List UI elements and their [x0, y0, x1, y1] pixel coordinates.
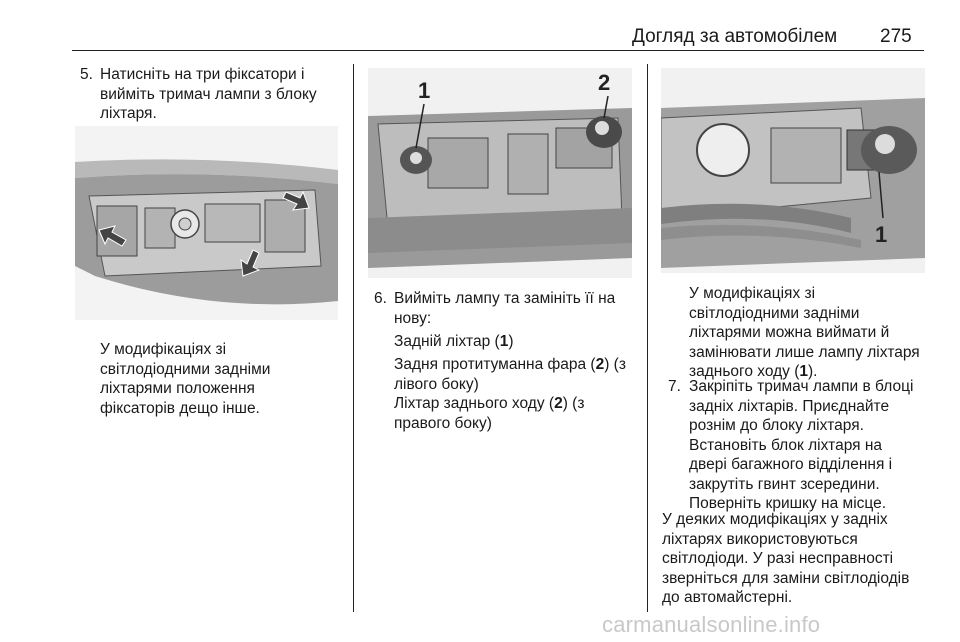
text-line: задніх ліхтарів. Приєднайте [689, 397, 890, 415]
figure-lamp-holder-clips [75, 126, 338, 320]
step-7-number: 7. [668, 378, 681, 395]
item-reverse-lamp: Ліхтар заднього ходу (2) (з правого боку) [394, 395, 585, 432]
text-line: У модифікаціях зі [689, 285, 816, 302]
text-line: Закріпіть тримач лампи в блоці [689, 378, 914, 395]
text-line: Вийміть лампу та замініть її на [394, 290, 616, 307]
led-service-note [662, 510, 909, 608]
figure-led-reverse-bulb [661, 68, 925, 273]
text-line: Натисніть на три фіксатори і [100, 66, 305, 83]
text-line: вийміть тримач лампи з блоку [100, 85, 317, 103]
led-note-col1 [100, 340, 270, 418]
text-line: нову: [394, 309, 432, 327]
text-line: двері багажного відділення і [689, 456, 893, 473]
ref-1: 1 [799, 363, 809, 380]
page-number: 275 [880, 26, 912, 47]
callout-1: 1 [875, 222, 888, 247]
text-line: рознім до блоку ліхтаря. [689, 417, 864, 434]
text-line: У деяких модифікаціях у задніх [662, 511, 888, 528]
text-line: закрутіть гвинт зсередини. [689, 475, 880, 493]
step-5-number: 5. [80, 66, 93, 83]
ref-2: 2 [554, 395, 563, 412]
text-line: лівого боку) [394, 375, 479, 393]
text-line: ліхтарях використовуються [662, 530, 858, 548]
text-line: світлодіоди. У разі несправності [662, 550, 894, 567]
text-line: ліхтарями можна виймати й [689, 324, 890, 341]
callout-1: 1 [418, 78, 431, 103]
ref-1: 1 [499, 333, 509, 350]
led-note-col3: У модифікаціях зі світлодіодними задніми ліхтарями можна виймати й замінювати лише лампу ліхтаря заднього ходу (1). [689, 285, 920, 380]
step-6-text [394, 289, 615, 328]
figure-bulbs-1-2 [368, 68, 632, 278]
step-5-text [100, 65, 317, 124]
text-line: світлодіодними задніми [100, 360, 271, 378]
text-line: У модифікаціях зі [100, 341, 227, 358]
step-6-number: 6. [374, 290, 387, 307]
text-line: зверніться для заміни світлодіодів [662, 569, 910, 587]
page-header-title: Догляд за автомобілем [632, 26, 838, 47]
text-line: світлодіодними задніми [689, 304, 860, 322]
text-line: ліхтаря. [100, 105, 157, 122]
lamp-holder-illustration [75, 126, 338, 320]
text-line: Поверніть кришку на місце. [689, 495, 887, 512]
watermark: carmanualsonline.info [602, 612, 821, 637]
reverse-bulb-illustration [661, 68, 925, 273]
callout-2: 2 [598, 70, 611, 95]
text-line: Встановіть блок ліхтаря на [689, 436, 883, 454]
ref-2: 2 [595, 356, 605, 373]
header-rule [72, 50, 924, 51]
column-divider-right [647, 64, 648, 612]
item-tail-light: Задній ліхтар (1) [394, 333, 514, 350]
column-divider-left [353, 64, 354, 612]
text-line: замінювати лише лампу ліхтаря [689, 343, 920, 361]
bulbs-illustration [368, 68, 632, 278]
item-fog-lamp: Задня протитуманна фара (2) (з лівого боку) [394, 356, 626, 393]
text-line: ліхтарями положення [100, 380, 255, 397]
text-line: правого боку) [394, 414, 492, 432]
step-7-text [689, 377, 913, 514]
text-line: до автомайстерні. [662, 589, 793, 606]
text-line: фіксаторів дещо інше. [100, 399, 260, 417]
